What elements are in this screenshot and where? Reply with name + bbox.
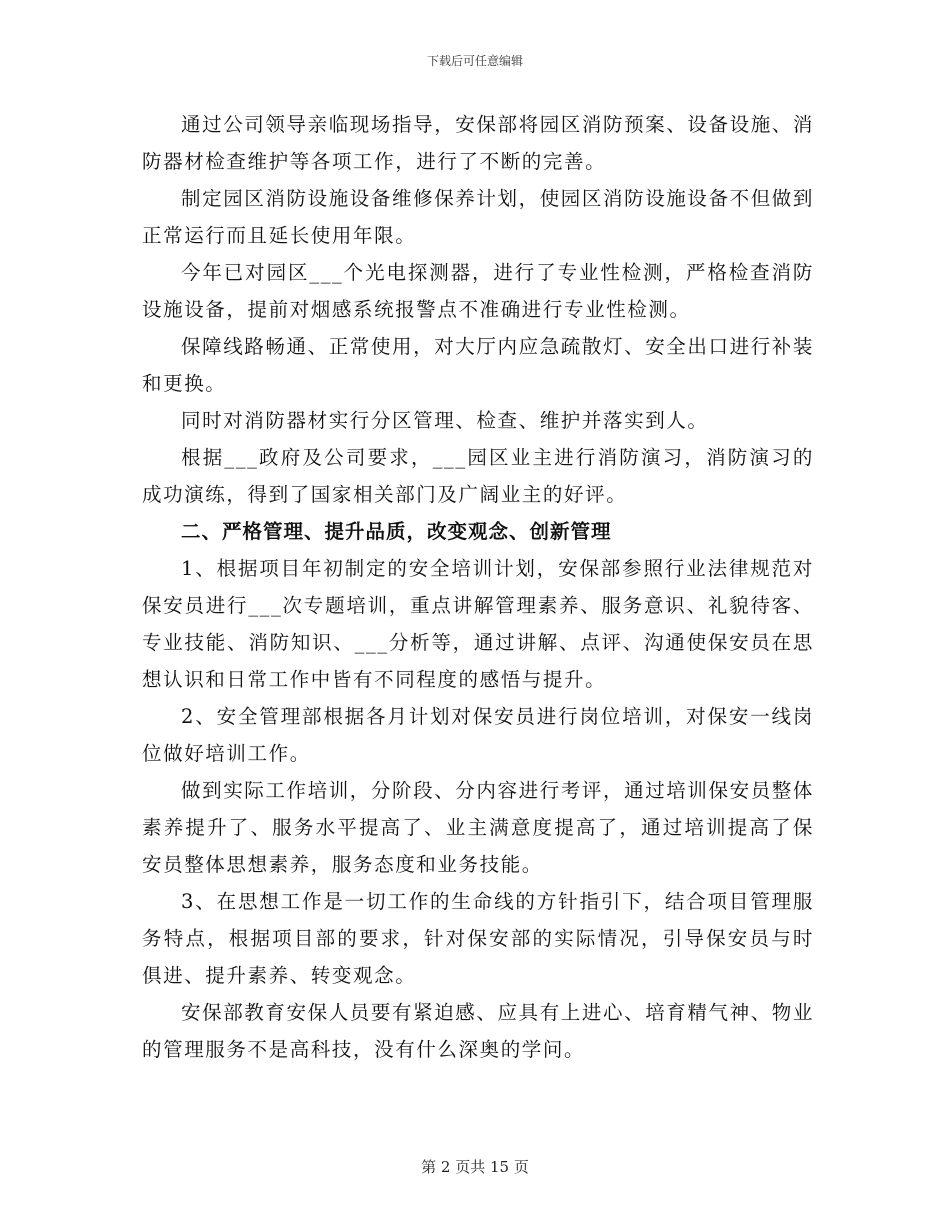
paragraph-practical-training: 做到实际工作培训，分阶段、分内容进行考评，通过培训保安员整体素养提升了、服务水平提高了、业主满意度提高了，通过培训提高了保安员整体思想素养，服务态度和业务技能。 xyxy=(142,779,815,876)
paragraph-fire-plan-improvement: 通过公司领导亲临现场指导，安保部将园区消防预案、设备设施、消防器材检查维护等各项工作，进行了不断的完善。 xyxy=(142,113,815,173)
page-header: 下载后可任意编辑 xyxy=(426,54,523,68)
paragraph-emergency-lights: 保障线路畅通、正常使用，对大厅内应急疏散灯、安全出口进行补装和更换。 xyxy=(142,335,815,395)
paragraph-ideological-work: 3、在思想工作是一切工作的生命线的方针指引下，结合项目管理服务特点，根据项目部的要求，针对保安部的实际情况，引导保安员与时俱进、提升素养、转变观念。 xyxy=(142,890,814,987)
document-body xyxy=(142,106,814,1068)
paragraph-zone-management: 同时对消防器材实行分区管理、检查、维护并落实到人。 xyxy=(181,409,709,432)
page-number-footer: 第 2 页共 15 页 xyxy=(421,1158,529,1176)
paragraph-training-plan: 1、根据项目年初制定的安全培训计划，安保部参照行业法律规范对保安员进行___次专题培训，重点讲解管理素养、服务意识、礼貌待客、专业技能、消防知识、___分析等，通过讲解、点评、沟通使保安员在思想认识和日常工作中皆有不同程度的感悟与提升。 xyxy=(142,557,814,691)
section-heading: 二、严格管理、提升品质，改变观念、创新管理 xyxy=(181,520,612,543)
paragraph-maintenance-plan: 制定园区消防设施设备维修保养计划，使园区消防设施设备不但做到正常运行而且延长使用年限。 xyxy=(142,187,815,247)
paragraph-detector-inspection: 今年已对园区___个光电探测器，进行了专业性检测，严格检查消防设施设备，提前对烟感系统报警点不准确进行专业性检测。 xyxy=(142,261,814,321)
paragraph-post-training: 2、安全管理部根据各月计划对保安员进行岗位培训，对保安一线岗位做好培训工作。 xyxy=(142,705,814,765)
paragraph-fire-drill: 根据___政府及公司要求，___园区业主进行消防演习，消防演习的成功演练，得到了国家相关部门及广阔业主的好评。 xyxy=(142,446,814,506)
paragraph-staff-education: 安保部教育安保人员要有紧迫感、应具有上进心、培育精气神、物业的管理服务不是高科技，没有什么深奥的学问。 xyxy=(142,1001,815,1061)
